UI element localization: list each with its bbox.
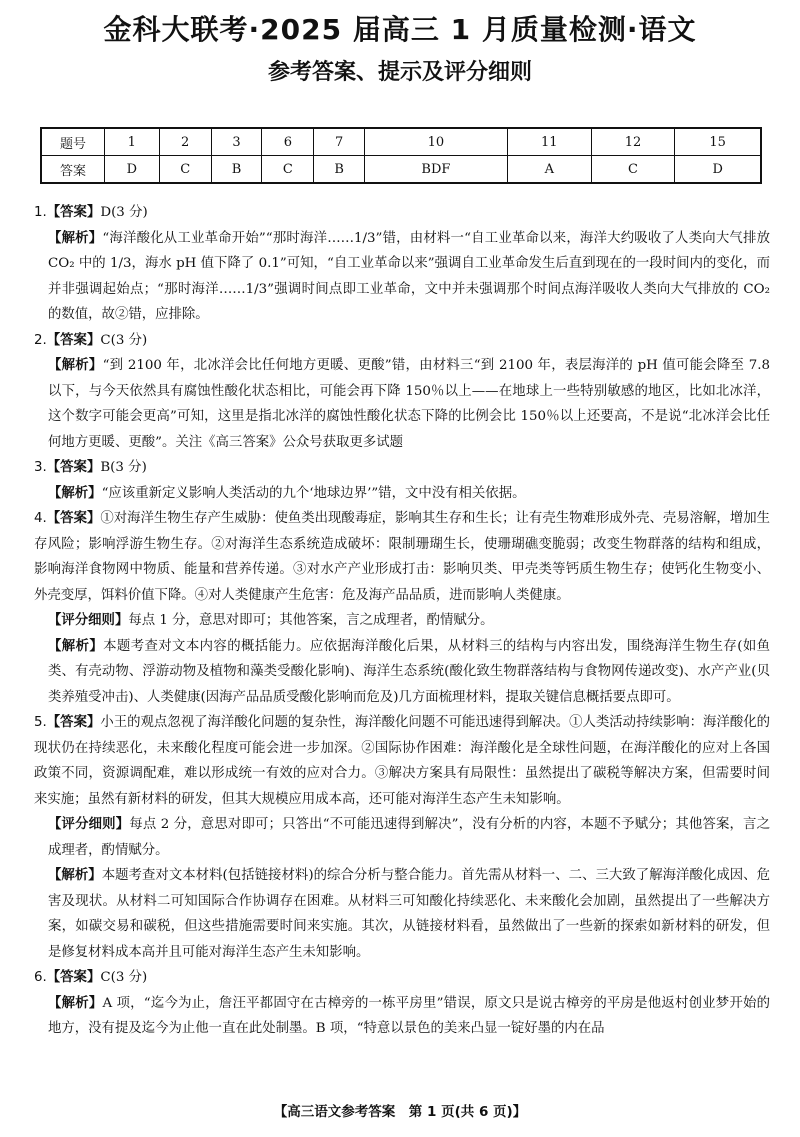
answer-cell: B (314, 156, 364, 184)
answer-tag: 【答案】 (46, 205, 101, 220)
question-number-cell: 10 (364, 128, 507, 156)
answer-cell: C (591, 156, 675, 184)
question-number-cell: 7 (314, 128, 364, 156)
explanation-text: 本题考查对文本内容的概括能力。应依据海洋酸化后果，从材料三的结构与内容出发，围绕海洋生物生存(如鱼类、有壳动物、浮游动物及植物和藻类受酸化影响)、海洋生态系统(酸化致生物群落结构与食物网传递改变)、水产产业(贝类养殖受冲击)、人类健康(因海产品品质受酸化影响而危及)几方面梳理材料，提取关键信息概括要点即可。 (48, 638, 770, 705)
answer-text: ①对海洋生物生存产生威胁：使鱼类出现酸毒症，影响其生存和生长；让有壳生物难形成外壳、壳易溶解，增加生存风险；影响浮游生物生存。②对海洋生态系统造成破坏：限制珊瑚生长，使珊瑚礁变脆弱；改变生物群落的结构和组成，影响海洋食物网中物质、能量和营养传递。③对水产产业形成打击：影响贝类、甲壳类等钙质生物生存；使钙化生物变小、外壳变厚，饵料价值下降。④对人类健康产生危害：危及海产品品质，进而影响人类健康。 (34, 511, 771, 603)
table-row-label: 答案 (41, 156, 105, 184)
question-number-cell: 6 (262, 128, 314, 156)
table-row-label: 题号 (41, 128, 105, 156)
item-answer-paragraph (34, 710, 770, 812)
scoring-tag: 【评分细则】 (48, 817, 130, 832)
scoring-text: 每点 2 分，意思对即可；只答出“不可能迅速得到解决”，没有分析的内容，本题不予赋分；其他答案，言之成理者，酌情赋分。 (48, 817, 770, 858)
answer-table (40, 127, 762, 184)
answer-text: C(3 分) (100, 332, 148, 348)
explanation-tag: 【解析】 (48, 230, 103, 246)
explanation-paragraph (34, 226, 770, 328)
answer-cell: C (262, 156, 314, 184)
answer-cell: C (159, 156, 211, 184)
explanation-paragraph (34, 353, 770, 455)
question-number-cell: 15 (675, 128, 761, 156)
explanation-text: 本题考查对文本材料(包括链接材料)的综合分析与整合能力。首先需从材料一、二、三大致了解海洋酸化成因、危害及现状。从材料二可知国际合作协调存在困难。从材料三可知酸化持续恶化、未来酸化会加剧，虽然提出了一些解决方案，如碳交易和碳税，但这些措施需要时间来实施。其次，从链接材料看，虽然做出了一些新的探索如新材料的研发，但是修复材料成本高并且可能对海洋生态产生未知影响。 (48, 868, 770, 960)
explanation-text: “到 2100 年，北冰洋会比任何地方更暖、更酸”错，由材料三“到 2100 年，表层海洋的 pH 值可能会降至 7.8 以下，与今天依然具有腐蚀性酸化状态相比，可能会再下降 150％以上——在地球上一些特别敏感的地区，比如北冰洋，这个数字可能会更高”可知，这里是指北冰洋的腐蚀性酸化状态下降的比例会比 150％以上还要高，不是说“北冰洋会比任何地方更暖、更酸”。关注《高三答案》公众号获取更多试题 (48, 358, 770, 450)
scoring-paragraph (34, 608, 770, 634)
answer-text: D(3 分) (100, 205, 148, 220)
item-number: 1. (34, 205, 47, 220)
item-number: 5. (34, 715, 47, 730)
answer-table-row-answers (41, 156, 761, 184)
item-number: 2. (34, 332, 47, 348)
answer-tag: 【答案】 (46, 332, 101, 348)
item-answer-line (34, 328, 770, 354)
explanation-paragraph (34, 481, 770, 507)
item-answer-line (34, 200, 770, 226)
explanation-paragraph (34, 991, 770, 1042)
answer-text: B(3 分) (100, 460, 147, 475)
page-footer: 【高三语文参考答案 第 1 页(共 6 页)】 (273, 1104, 527, 1120)
answer-cell: BDF (364, 156, 507, 184)
answer-tag: 【答案】 (46, 970, 101, 985)
question-number-cell: 11 (507, 128, 591, 156)
question-number-cell: 3 (211, 128, 261, 156)
item-number: 3. (34, 460, 47, 475)
scoring-paragraph (34, 812, 770, 863)
item-number: 4. (34, 511, 47, 526)
question-number-cell: 2 (159, 128, 211, 156)
explanation-paragraph (34, 634, 770, 711)
explanation-text: “应该重新定义影响人类活动的九个‘地球边界’”错，文中没有相关依据。 (101, 485, 526, 501)
item-answer-line (34, 455, 770, 481)
answer-cell: A (507, 156, 591, 184)
answer-tag: 【答案】 (46, 715, 101, 730)
explanation-tag: 【解析】 (48, 485, 102, 501)
document-subtitle: 参考答案、提示及评分细则 (267, 60, 532, 85)
explanation-paragraph (34, 863, 770, 965)
scoring-text: 每点 1 分，意思对即可；其他答案，言之成理者，酌情赋分。 (128, 613, 494, 628)
explanation-text: A 项，“迄今为止，詹汪平都固守在古樟旁的一栋平房里”错误，原文只是说古樟旁的平房是他返村创业梦开始的地方，没有提及迄今为止他一直在此处制墨。B 项，“特意以景色的美来凸显一锭好墨的内在品 (48, 995, 771, 1036)
explanation-tag: 【解析】 (48, 868, 102, 883)
item-answer-line (34, 965, 770, 991)
explanation-tag: 【解析】 (48, 638, 104, 654)
answer-cell: D (675, 156, 761, 184)
item-number: 6. (34, 970, 47, 985)
answer-tag: 【答案】 (46, 460, 101, 475)
scoring-tag: 【评分细则】 (48, 613, 129, 628)
question-number-cell: 12 (591, 128, 675, 156)
answer-cell: D (105, 156, 160, 184)
answer-tag: 【答案】 (46, 511, 101, 526)
answer-cell: B (211, 156, 261, 184)
answer-explanations (34, 200, 770, 1042)
answer-text: C(3 分) (100, 970, 148, 985)
explanation-tag: 【解析】 (48, 358, 103, 373)
explanation-tag: 【解析】 (48, 995, 103, 1011)
answer-table-row-questions (41, 128, 761, 156)
item-answer-paragraph (34, 506, 770, 608)
question-number-cell: 1 (105, 128, 160, 156)
document-title: 金科大联考·2025 届高三 1 月质量检测·语文 (103, 13, 697, 46)
answer-text: 小王的观点忽视了海洋酸化问题的复杂性，海洋酸化问题不可能迅速得到解决。①人类活动持续影响：海洋酸化的现状仍在持续恶化，未来酸化程度可能会进一步加深。②国际协作困难：海洋酸化是全球性问题，在海洋酸化的应对上各国政策不同，资源调配难，难以形成统一有效的应对合力。③解决方案具有局限性：虽然提出了碳税等解决方案，但需要时间来实施；虽然有新材料的研发，但其大规模应用成本高，还可能对海洋生态产生未知影响。 (34, 715, 771, 807)
explanation-text: “海洋酸化从工业革命开始”“那时海洋……1/3”错，由材料一“自工业革命以来，海洋大约吸收了人类向大气排放 CO₂ 中的 1/3，海水 pH 值下降了 0.1”可知，“自工业革命以来”强调自工业革命发生后直到现在的一段时间内的变化，而并非强调起始点；“那时海洋……1/3”强调时间点即工业革命，文中并未强调那个时间点海洋吸收人类向大气排放的 CO₂ 的数值，故②错，应排除。 (48, 230, 771, 322)
